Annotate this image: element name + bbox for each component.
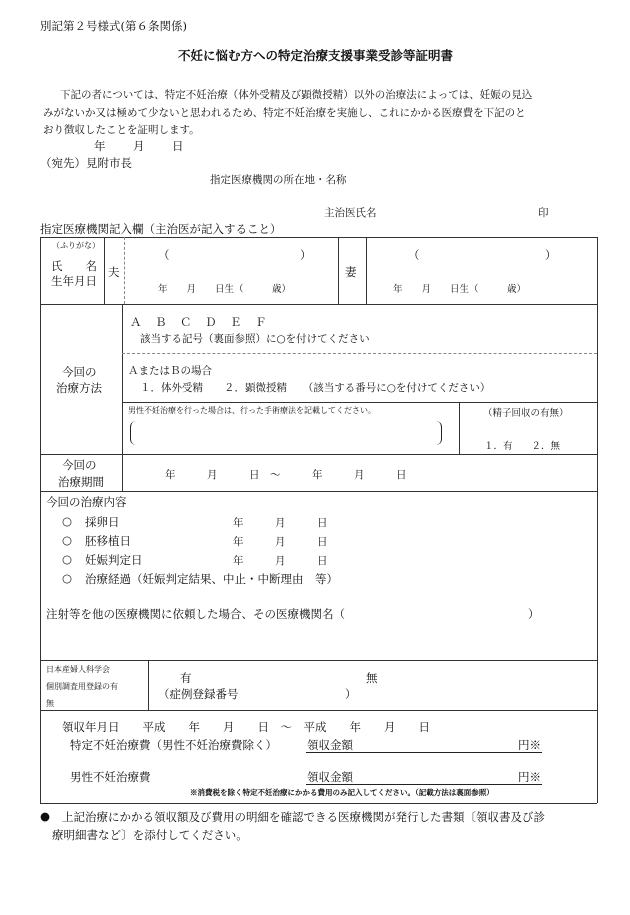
- bullet-icon: ○: [62, 571, 73, 585]
- page-title: 不妊に悩む方への特定治療支援事業受診等証明書: [178, 48, 454, 63]
- seal-mark: 印: [538, 207, 549, 219]
- footer-line-1: 上記治療にかかる領収額及び費用の明細を確認できる医療機関が発行した書類〔領収書及び診: [62, 810, 545, 824]
- sperm-retrieval-label: （精子回収の有無）: [483, 408, 569, 419]
- name-label: 氏 名: [51, 259, 97, 273]
- intro-line-2: みがないか又は極めて少ないと思われるため、特定不妊治療を実施し、これにかかる医療費を下記のと: [43, 107, 526, 119]
- male-fee-yen: 円※: [518, 770, 541, 784]
- date-month: 月: [133, 139, 145, 153]
- egg-retrieval-label: 採卵日: [85, 515, 120, 529]
- registry-label-2: 個別調査用登録の有: [46, 682, 118, 691]
- furigana-label: （ふりがな）: [52, 241, 100, 250]
- wife-birth-date: 年 月 日生（ 歳）: [393, 284, 527, 295]
- sperm-retrieval-options: １．有 ２．無: [484, 441, 561, 452]
- fee-footnote: ※消費税を除く特定不妊治療にかかる費用のみ記入してください。（記載方法は裏面参照）: [190, 788, 494, 797]
- specific-fee-label: 特定不妊治療費（男性不妊治療費除く）: [70, 738, 277, 752]
- injection-institution-label: 注射等を他の医療機関に依頼した場合、その医療機関名（: [46, 607, 345, 621]
- specific-fee-amount-field[interactable]: [306, 752, 542, 753]
- registry-no[interactable]: 無: [366, 671, 378, 685]
- section-label: 指定医療機関記入欄（主治医が記入すること）: [40, 222, 282, 236]
- footer-bullet-icon: ●: [40, 809, 51, 823]
- ab-case-options: １．体外受精 ２．顕微授精 （該当する番号に○を付けてください）: [140, 382, 491, 394]
- registry-label-3: 無: [46, 699, 54, 708]
- wife-name-close: ）: [545, 248, 557, 262]
- wife-label: 妻: [345, 265, 357, 279]
- method-label-1: 今回の: [62, 365, 97, 379]
- date-year: 年: [94, 139, 106, 153]
- period-label-2: 治療期間: [58, 475, 104, 489]
- bullet-icon: ○: [62, 552, 73, 566]
- addressee: （宛先）見附市長: [40, 156, 132, 170]
- date-day: 日: [172, 139, 184, 153]
- doctor-name-label: 主治医氏名: [324, 207, 377, 219]
- husband-label: 夫: [108, 265, 120, 279]
- specific-fee-amount-label: 領収金額: [307, 738, 353, 752]
- male-treatment-note: 男性不妊治療を行った場合は、行った手術療法を記載してください。: [128, 406, 376, 415]
- husband-birth-date: 年 月 日生（ 歳）: [158, 284, 292, 295]
- case-number-close: ）: [345, 687, 357, 701]
- receipt-period: 領収年月日 平成 年 月 日 ～ 平成 年 月 日: [62, 720, 430, 734]
- male-fee-amount-label: 領収金額: [307, 770, 353, 784]
- birthdate-label: 生年月日: [51, 274, 97, 288]
- method-option-note: 該当する記号（裏面参照）に○を付けてください: [140, 333, 370, 345]
- registry-yes[interactable]: 有: [180, 671, 192, 685]
- injection-institution-close: ）: [528, 607, 540, 621]
- bullet-icon: ○: [62, 514, 73, 528]
- male-fee-label: 男性不妊治療費: [70, 770, 151, 784]
- bullet-icon: ○: [62, 533, 73, 547]
- husband-name-open: （: [158, 248, 170, 262]
- period-label-1: 今回の: [62, 458, 97, 472]
- case-number-label: （症例登録番号: [158, 687, 239, 701]
- treatment-period: 年 月 日 ～ 年 月 日: [165, 469, 407, 481]
- pregnancy-test-date: 年 月 日: [233, 555, 328, 567]
- treatment-progress-label: 治療経過（妊娠判定結果、中止・中断理由 等）: [85, 572, 338, 586]
- embryo-transfer-date: 年 月 日: [233, 536, 328, 548]
- ab-case-label: ＡまたはＢの場合: [128, 365, 212, 377]
- egg-retrieval-date: 年 月 日: [233, 517, 328, 529]
- method-label-2: 治療方法: [56, 381, 102, 395]
- wife-name-open: （: [408, 248, 420, 262]
- intro-line-1: 下記の者については、特定不妊治療（体外受精及び顕微授精）以外の治療法によっては、妊娠の見込: [60, 89, 533, 101]
- male-treatment-field[interactable]: [130, 421, 442, 445]
- method-options: Ａ Ｂ Ｃ Ｄ Ｅ Ｆ: [130, 315, 268, 329]
- pregnancy-test-label: 妊娠判定日: [85, 553, 143, 567]
- institution-address-label: 指定医療機関の所在地・名称: [210, 174, 347, 186]
- intro-line-3: おり徴収したことを証明します。: [43, 124, 200, 136]
- footer-line-2: 療明細書など〕を添付してください。: [52, 828, 248, 842]
- registry-label-1: 日本産婦人科学会: [46, 665, 110, 674]
- male-fee-amount-field[interactable]: [306, 784, 542, 785]
- embryo-transfer-label: 胚移植日: [85, 534, 131, 548]
- husband-name-close: ）: [300, 248, 312, 262]
- form-number: 別記第２号様式(第６条関係): [40, 19, 187, 33]
- specific-fee-yen: 円※: [518, 738, 541, 752]
- content-heading: 今回の治療内容: [46, 495, 127, 509]
